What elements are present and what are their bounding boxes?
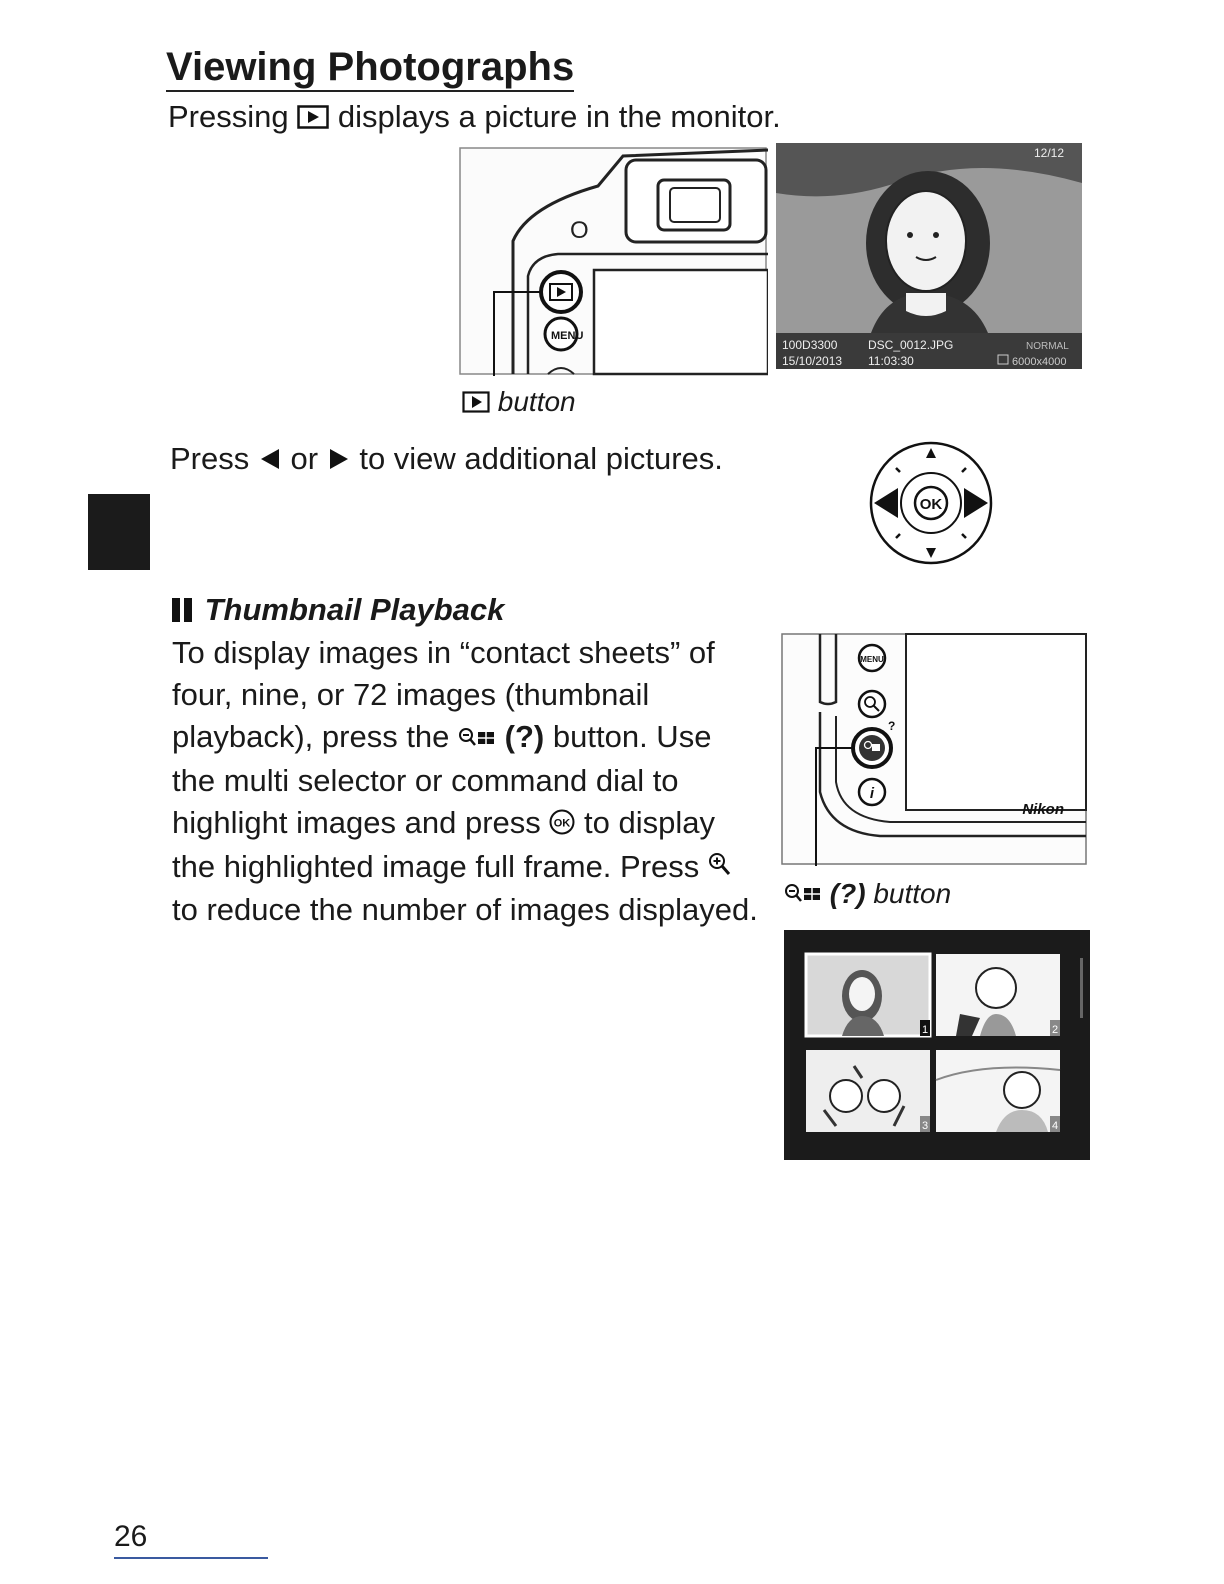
thumb-number-2: 2 (1051, 1024, 1059, 1036)
zoom-in-icon (708, 847, 732, 889)
ok-label: OK (919, 496, 943, 513)
para-question: (?) (504, 719, 545, 754)
lcd-time: 11:03:30 (868, 354, 914, 368)
left-arrow-icon (258, 440, 282, 482)
page-number-rule (114, 1557, 268, 1559)
para-part-2: button. Use the multi selector or command dial to highlight images and press (172, 719, 712, 840)
lcd-preview (776, 143, 1082, 369)
zoom-in-button-circle (859, 691, 885, 717)
chapter-tab (88, 494, 150, 570)
or-word: or (290, 441, 319, 476)
press-rest: to view additional pictures. (359, 441, 723, 476)
svg-text:?: ? (888, 719, 896, 733)
ok-button-icon (549, 804, 575, 846)
thumb-number-1: 1 (921, 1024, 929, 1036)
mode-dial-mark: O (570, 217, 589, 244)
playback-button-caption (462, 386, 576, 420)
thumb-number-4: 4 (1051, 1120, 1059, 1132)
para-part-3: to display the highlighted image full frame. Press (172, 804, 715, 884)
thumbnail-zoom-out-icon (784, 880, 822, 912)
section-heading (172, 592, 504, 628)
svg-text:OK: OK (554, 817, 571, 830)
right-arrow-icon (327, 440, 351, 482)
thumbnail-button-caption (784, 878, 951, 912)
camera-buttons-illustration (780, 632, 1088, 866)
lcd-filename: DSC_0012.JPG (868, 338, 954, 352)
intro-after: displays a picture in the monitor. (337, 99, 781, 134)
thumbnail-contact-sheet (784, 930, 1090, 1160)
caption-question: (?) (829, 878, 866, 909)
caption-word: button (873, 878, 952, 909)
playback-caption-text: button (497, 386, 576, 417)
section-heading-text: Thumbnail Playback (204, 592, 505, 627)
playback-icon (462, 388, 490, 420)
heading-bar-icon (184, 598, 192, 622)
thumbnail-zoom-out-icon (458, 718, 496, 760)
intro-before: Pressing (168, 99, 289, 134)
intro-text (168, 96, 781, 140)
menu-button-label: MENU (860, 655, 884, 664)
para-part-4: to reduce the number of images displayed. (172, 892, 758, 928)
multi-selector-illustration (868, 440, 994, 566)
lcd-size: 6000x4000 (1012, 356, 1067, 368)
thumbnail-paragraph (172, 632, 762, 931)
playback-icon (297, 98, 329, 140)
lcd-folder: 100D3300 (782, 338, 838, 352)
heading-bar-icon (172, 598, 180, 622)
page-number: 26 (114, 1520, 148, 1553)
navigation-instruction (170, 438, 723, 482)
thumb-number-3: 3 (921, 1120, 929, 1132)
svg-text:MENU: MENU (551, 330, 584, 342)
lcd-date: 15/10/2013 (782, 354, 843, 368)
press-word: Press (170, 441, 250, 476)
page-title: Viewing Photographs (166, 44, 574, 92)
lcd-frame-count: 12/12 (1034, 146, 1065, 160)
para-part-1: To display images in “contact sheets” of four, nine, or 72 images (thumbnail playback), press the (172, 635, 715, 754)
thumbnail-scrollbar (1080, 958, 1083, 1018)
nikon-logo: Nikon (1022, 801, 1064, 818)
camera-back-illustration (458, 146, 768, 376)
lcd-quality: NORMAL (1026, 341, 1069, 352)
info-button-label: i (869, 785, 875, 802)
